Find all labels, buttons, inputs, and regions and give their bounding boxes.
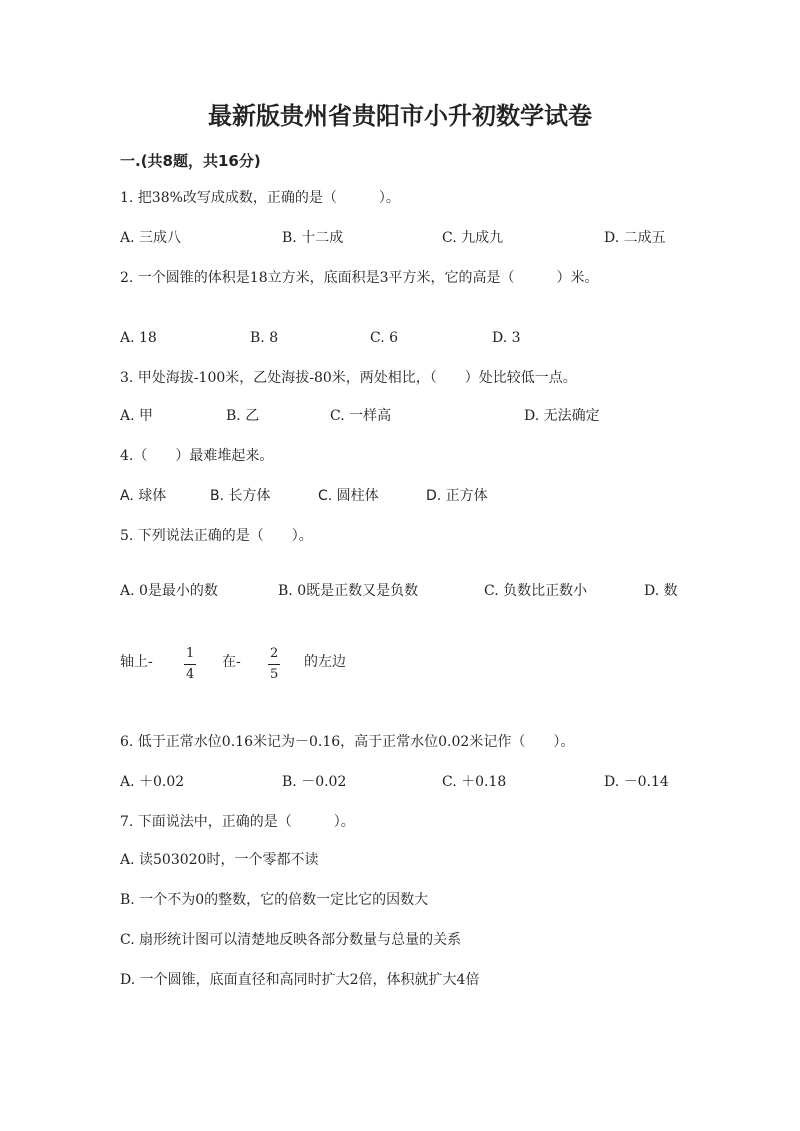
q4-option-a: A. 球体: [120, 488, 167, 504]
section-heading: 一.(共8题，共16分): [120, 152, 261, 170]
q5-option-d: D. 数: [644, 583, 678, 599]
q1-option-d: D. 二成五: [604, 230, 666, 246]
question-1: 1. 把38%改写成成数，正确的是（ ）。: [120, 190, 400, 206]
q2-option-c: C. 6: [370, 330, 399, 346]
q1-option-c: C. 九成九: [442, 230, 504, 246]
q5-option-a: A. 0是最小的数: [120, 583, 218, 599]
q3-option-b: B. 乙: [226, 408, 260, 424]
q5-continuation-prefix: 轴上-: [120, 654, 153, 670]
q6-option-b: B. －0.02: [282, 774, 347, 790]
q5-option-c: C. 负数比正数小: [484, 583, 588, 599]
fraction-bar: [268, 664, 280, 665]
question-4: 4.（ ）最难堆起来。: [120, 448, 274, 464]
q7-option-a: A. 读503020时，一个零都不读: [120, 852, 319, 868]
q2-option-b: B. 8: [250, 330, 279, 346]
q3-option-a: A. 甲: [120, 408, 154, 424]
q4-option-d: D. 正方体: [426, 488, 488, 504]
q5-continuation-middle: 在-: [222, 654, 241, 670]
q7-option-c: C. 扇形统计图可以清楚地反映各部分数量与总量的关系: [120, 932, 462, 948]
question-7: 7. 下面说法中，正确的是（ ）。: [120, 814, 355, 830]
q4-option-b: B. 长方体: [210, 488, 271, 504]
q5-continuation-suffix: 的左边: [304, 654, 346, 670]
question-5: 5. 下列说法正确的是（ ）。: [120, 528, 313, 544]
q1-option-a: A. 三成八: [120, 230, 182, 246]
fraction-denominator: 5: [270, 667, 279, 682]
q1-option-b: B. 十二成: [282, 230, 344, 246]
q3-option-d: D. 无法确定: [524, 408, 600, 424]
fraction-bar: [184, 664, 196, 665]
q5-option-b: B. 0既是正数又是负数: [278, 583, 419, 599]
q3-option-c: C. 一样高: [330, 408, 392, 424]
fraction-one-quarter: [184, 647, 196, 682]
page-title: 最新版贵州省贵阳市小升初数学试卷: [208, 102, 592, 130]
fraction-denominator: 4: [186, 667, 195, 682]
q7-option-b: B. 一个不为0的整数，它的倍数一定比它的因数大: [120, 892, 429, 908]
q6-option-c: C. ＋0.18: [442, 774, 507, 790]
q2-option-d: D. 3: [492, 330, 521, 346]
q6-option-d: D. －0.14: [604, 774, 669, 790]
q4-option-c: C. 圆柱体: [318, 488, 379, 504]
q2-option-a: A. 18: [120, 330, 157, 346]
question-6: 6. 低于正常水位0.16米记为－0.16，高于正常水位0.02米记作（ ）。: [120, 734, 575, 750]
fraction-two-fifths: [268, 647, 280, 682]
q7-option-d: D. 一个圆锥，底面直径和高同时扩大2倍，体积就扩大4倍: [120, 972, 480, 988]
fraction-numerator: 2: [270, 646, 279, 661]
question-2: 2. 一个圆锥的体积是18立方米，底面积是3平方米，它的高是（ ）米。: [120, 270, 599, 286]
fraction-numerator: 1: [186, 646, 195, 661]
question-3: 3. 甲处海拔-100米，乙处海拔-80米，两处相比，（ ）处比较低一点。: [120, 370, 577, 386]
q6-option-a: A. ＋0.02: [120, 774, 185, 790]
